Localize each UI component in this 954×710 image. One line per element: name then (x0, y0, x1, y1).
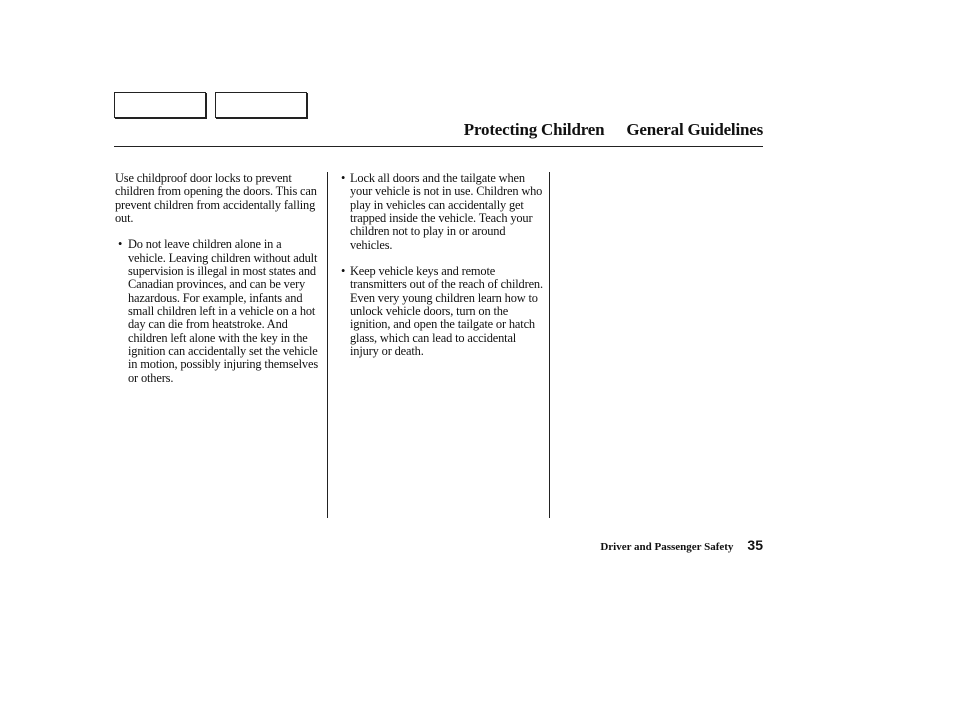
page-number: 35 (747, 537, 763, 553)
column-divider (549, 172, 550, 518)
bullet-item (341, 172, 546, 252)
page-header (464, 120, 763, 140)
section-title: Protecting Children (463, 120, 605, 139)
bullet-dot: • (341, 171, 346, 185)
nav-box-next[interactable] (215, 92, 307, 118)
bullet-dot: • (341, 264, 346, 279)
bullet-text: Keep vehicle keys and remote transmitters out of the reach of children. Even very young children learn how to unlock vehicle doors, turn on the ignition, and open the tailgate or hatch glass, which can lead to accidental injury or death. (350, 264, 543, 359)
intro-paragraph: Use childproof door locks to prevent children from opening the doors. This can prevent children from accidentally falling out. (115, 171, 317, 226)
chapter-title: Driver and Passenger Safety (600, 541, 734, 553)
column-divider (327, 172, 328, 518)
nav-box-previous[interactable] (114, 92, 206, 118)
text-column-1 (115, 172, 320, 385)
bullet-item (341, 265, 546, 358)
header-rule (114, 146, 763, 147)
text-column-2 (341, 172, 546, 358)
bullet-dot: • (118, 237, 123, 252)
subsection-title: General Guidelines (626, 120, 763, 139)
page-footer (600, 537, 763, 555)
bullet-text: Do not leave children alone in a vehicle. Leaving children without adult supervision is illegal in most states and Canadian provinces, and can be very hazardous. For example, infants and small children left in a vehicle on a hot day can die from heatstroke. And children left alone with the key in the ignition can accidentally set the vehicle in motion, possibly injuring themselves or others. (128, 237, 318, 385)
bullet-text: Lock all doors and the tailgate when your vehicle is not in use. Children who play in vehicles can accidentally get trapped inside the vehicle. Teach your children not to play in or around vehicles. (350, 171, 543, 252)
bullet-item (115, 238, 320, 385)
